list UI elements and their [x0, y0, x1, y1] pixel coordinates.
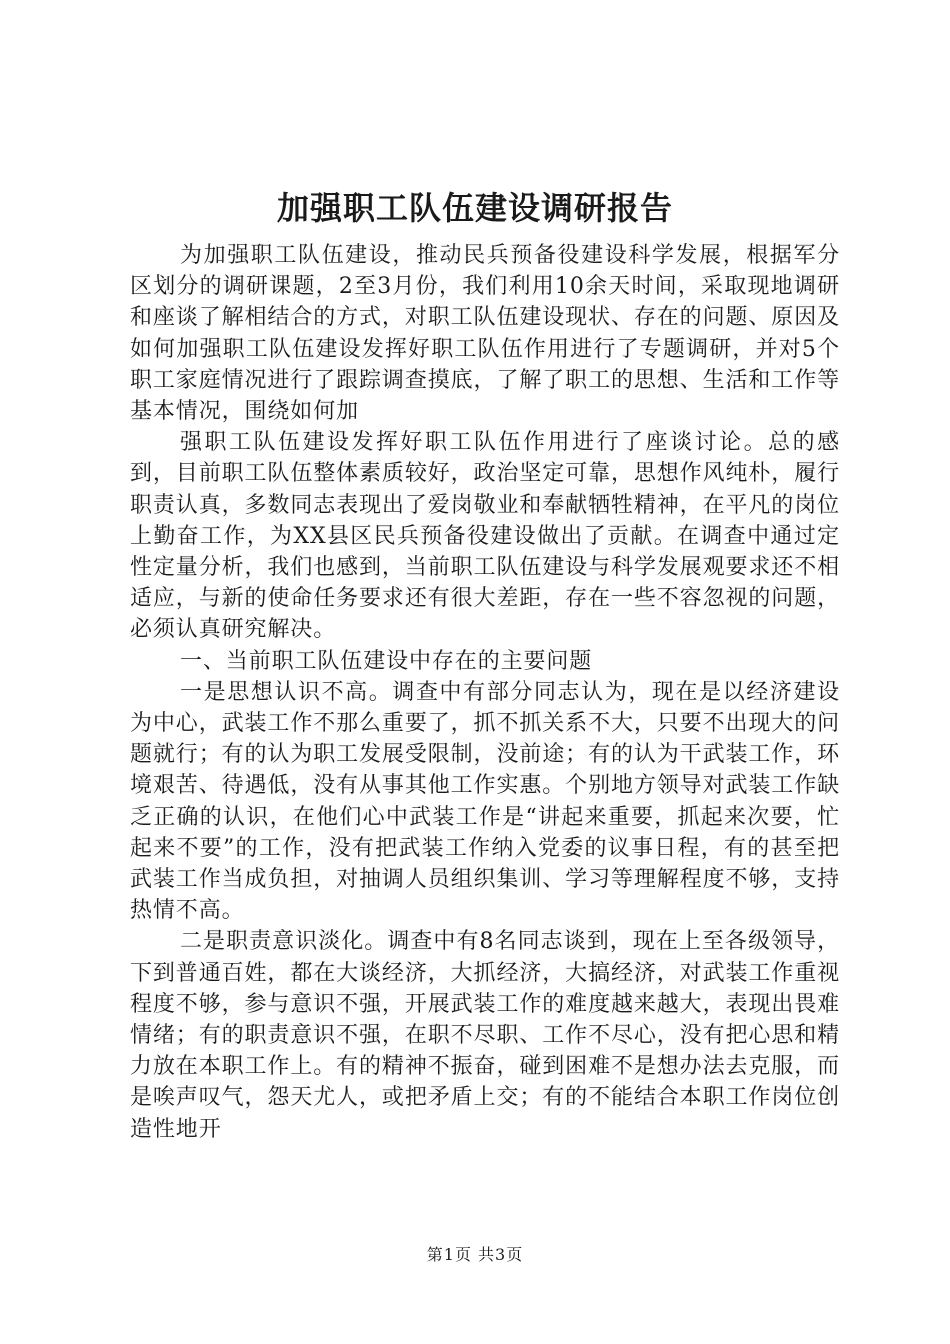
document-body — [130, 240, 840, 1145]
document-title: 加强职工队伍建设调研报告 — [276, 189, 673, 227]
section-heading: 一、当前职工队伍建设中存在的主要问题 — [180, 648, 593, 674]
page-footer: 第1页 共3页 — [426, 1245, 524, 1264]
paragraph-overview: 强职工队伍建设发挥好职工队伍作用进行了座谈讨论。总的感到，目前职工队伍整体素质较好，政治坚定可靠，思想作风纯朴，履行职责认真，多数同志表现出了爱岗敬业和奉献牺牲精神，在平凡的岗位上勤奋工作，为XX县区民兵预备役建设做出了贡献。在调查中通过定性定量分析，我们也感到，当前职工队伍建设与科学发展观要求还不相适应，与新的使命任务要求还有很大差距，存在一些不容忽视的问题，必须认真研究解决。 — [130, 430, 840, 643]
paragraph-issue-1: 一是思想认识不高。调查中有部分同志认为，现在是以经济建设为中心，武装工作不那么重要了，抓不抓关系不大，只要不出现大的问题就行；有的认为职工发展受限制，没前途；有的认为干武装工作，环境艰苦、待遇低，没有从事其他工作实惠。个别地方领导对武装工作缺乏正确的认识，在他们心中武装工作是“讲起来重要，抓起来次要，忙起来不要”的工作，没有把武装工作纳入党委的议事日程，有的甚至把武装工作当成负担，对抽调人员组织集训、学习等理解程度不够，支持热情不高。 — [130, 679, 840, 924]
paragraph-issue-2: 二是职责意识淡化。调查中有8名同志谈到，现在上至各级领导，下到普通百姓，都在大谈经济，大抓经济，大搞经济，对武装工作重视程度不够，参与意识不强，开展武装工作的难度越来越大，表现出畏难情绪；有的职责意识不强，在职不尽职、工作不尽心，没有把心思和精力放在本职工作上。有的精神不振奋，碰到困难不是想办法去克服，而是唉声叹气，怨天尤人，或把矛盾上交；有的不能结合本职工作岗位创造性地开 — [130, 929, 840, 1142]
paragraph-intro: 为加强职工队伍建设，推动民兵预备役建设科学发展，根据军分区划分的调研课题，2至3月份，我们利用10余天时间，采取现地调研和座谈了解相结合的方式，对职工队伍建设现状、存在的问题、原因及如何加强职工队伍建设发挥好职工队伍作用进行了专题调研，并对5个职工家庭情况进行了跟踪调查摸底，了解了职工的思想、生活和工作等基本情况，围绕如何加 — [130, 243, 840, 425]
